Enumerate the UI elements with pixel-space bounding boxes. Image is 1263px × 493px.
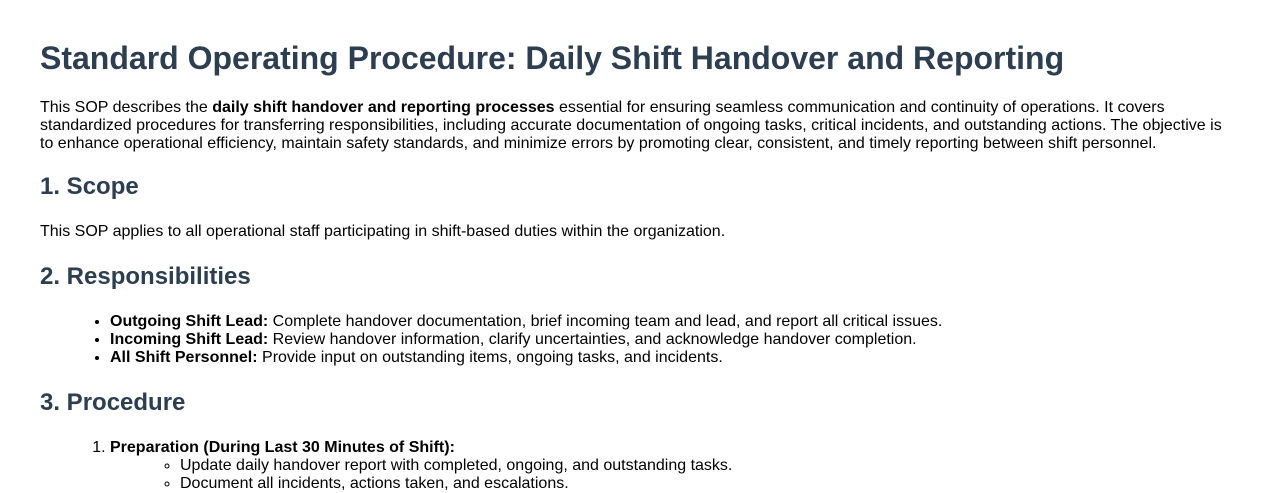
intro-prefix: This SOP describes the xyxy=(40,99,213,116)
responsibilities-heading: 2. Responsibilities xyxy=(40,263,251,290)
procedure-steps-list xyxy=(40,439,1223,493)
responsibility-desc: Provide input on outstanding items, ongoing tasks, and incidents. xyxy=(257,349,723,366)
page-title: Standard Operating Procedure: Daily Shift Handover and Reporting xyxy=(40,40,1065,76)
scope-heading: 1. Scope xyxy=(40,173,139,200)
scope-text: This SOP applies to all operational staff participating in shift-based duties within the organization. xyxy=(40,223,726,240)
responsibility-role: Outgoing Shift Lead: xyxy=(110,313,269,330)
procedure-step-title: Preparation (During Last 30 Minutes of Shift): xyxy=(110,439,455,456)
responsibility-item xyxy=(110,313,1223,331)
procedure-substep: ◦ Update daily handover report with completed, ongoing, and outstanding tasks. xyxy=(180,457,1223,475)
intro-suffix: essential for ensuring seamless communication and continuity of operations. It covers standardized procedures for transferring responsibilities, including accurate documentation of ongoing tasks, critical incidents, and outstanding actions. The objective is to enhance operational efficiency, maintain safety standards, and minimize errors by promoting clear, consistent, and timely reporting between shift personnel. xyxy=(40,99,1222,152)
intro-paragraph xyxy=(40,99,1223,153)
intro-bold-phrase: daily shift handover and reporting processes xyxy=(212,99,555,116)
responsibility-item xyxy=(110,331,1223,349)
procedure-step xyxy=(110,439,1223,493)
responsibilities-list xyxy=(40,313,1223,367)
responsibility-desc: Review handover information, clarify uncertainties, and acknowledge handover completion. xyxy=(268,331,917,348)
responsibility-item xyxy=(110,349,1223,367)
responsibility-role: All Shift Personnel: xyxy=(110,349,258,366)
responsibility-role: Incoming Shift Lead: xyxy=(110,331,269,348)
responsibility-desc: Complete handover documentation, brief incoming team and lead, and report all critical issues. xyxy=(268,313,943,330)
procedure-heading: 3. Procedure xyxy=(40,389,186,416)
procedure-substep: ◦ Document all incidents, actions taken, and escalations. xyxy=(180,475,1223,493)
procedure-substeps-list xyxy=(110,457,1223,493)
